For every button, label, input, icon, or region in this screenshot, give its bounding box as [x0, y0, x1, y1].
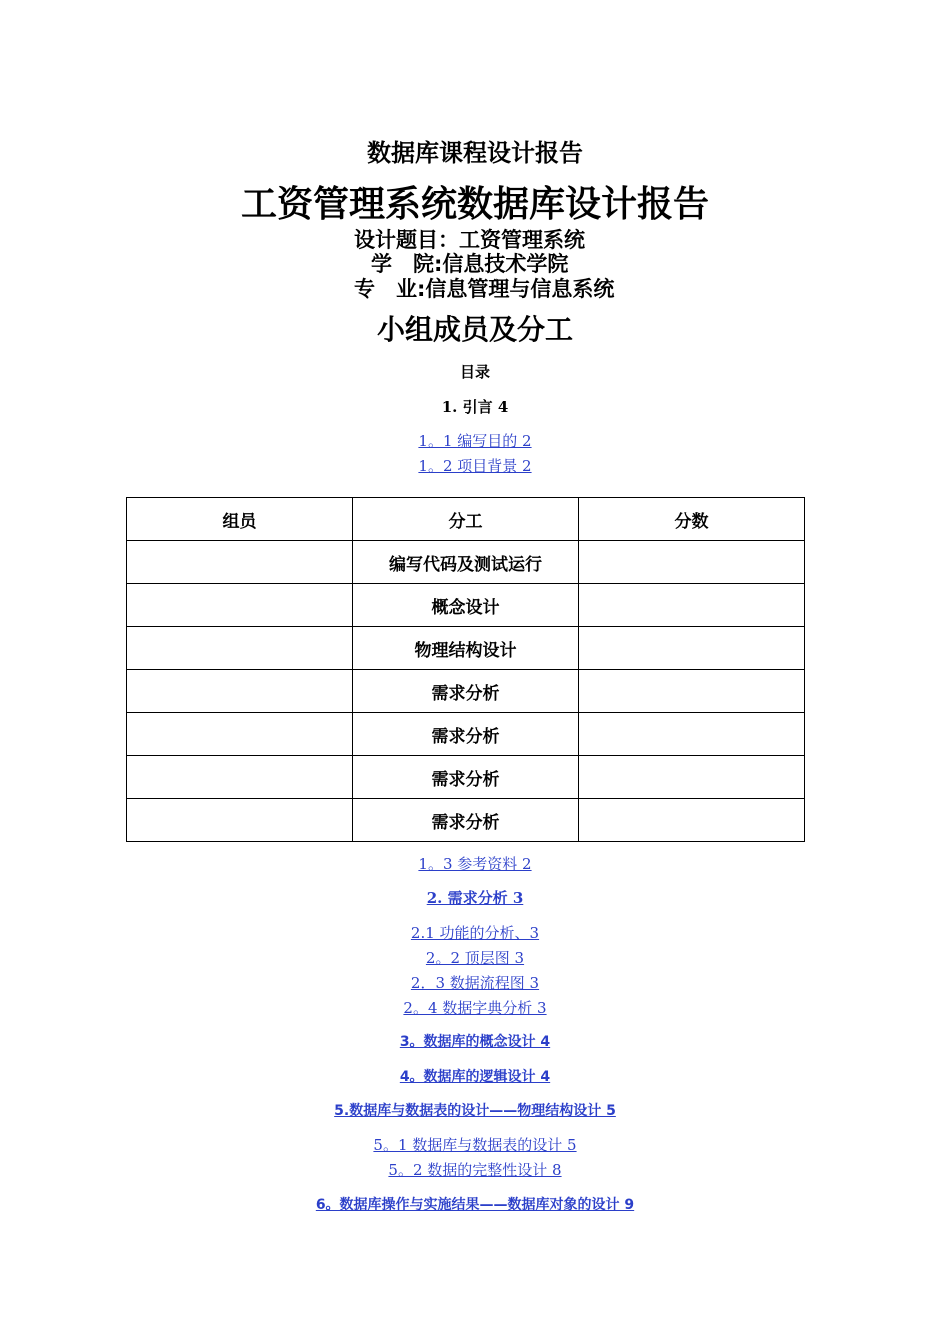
toc-link-section-6[interactable]: 6。数据库操作与实施结果——数据库对象的设计 9: [315, 1197, 635, 1213]
toc-link-section-3[interactable]: 3。数据库的概念设计 4: [399, 1034, 551, 1050]
toc-heading: 目录: [459, 363, 490, 381]
toc-item-2-3[interactable]: [0, 972, 950, 993]
score-cell: [579, 627, 805, 670]
toc-link-2-1[interactable]: 2.1 功能的分析、3: [410, 924, 540, 942]
toc-link-2-3[interactable]: 2．3 数据流程图 3: [410, 974, 540, 992]
toc-item-5-2[interactable]: [0, 1159, 950, 1180]
table-header-row: [127, 498, 805, 541]
toc-link-1-1[interactable]: 1。1 编写目的 2: [418, 432, 532, 450]
task-cell: 需求分析: [353, 799, 579, 842]
toc-section-4[interactable]: [0, 1066, 950, 1086]
toc-item-2-4[interactable]: [0, 997, 950, 1018]
toc-link-5-1[interactable]: 5。1 数据库与数据表的设计 5: [373, 1136, 577, 1154]
toc-item-1-3[interactable]: [0, 853, 950, 874]
header-member: 组员: [127, 498, 353, 541]
task-cell: 需求分析: [353, 756, 579, 799]
toc-item-2-2[interactable]: [0, 947, 950, 968]
toc-link-1-3[interactable]: 1。3 参考资料 2: [418, 855, 532, 873]
toc-link-5-2[interactable]: 5。2 数据的完整性设计 8: [388, 1161, 562, 1179]
toc-link-1-2[interactable]: 1。2 项目背景 2: [418, 457, 532, 475]
task-cell: 需求分析: [353, 713, 579, 756]
score-cell: [579, 756, 805, 799]
toc-item-1-2[interactable]: [0, 455, 950, 476]
toc-link-2-2[interactable]: 2。2 顶层图 3: [425, 949, 525, 967]
task-cell: 概念设计: [353, 584, 579, 627]
task-cell: 需求分析: [353, 670, 579, 713]
toc-item-2-1[interactable]: [0, 922, 950, 943]
member-cell: [127, 584, 353, 627]
toc-section-6[interactable]: [0, 1194, 950, 1214]
table-row: [127, 756, 805, 799]
score-cell: [579, 713, 805, 756]
member-cell: [127, 670, 353, 713]
section-title: 小组成员及分工: [376, 313, 573, 346]
member-cell: [127, 541, 353, 584]
table-row: [127, 799, 805, 842]
toc-section-2[interactable]: [0, 887, 950, 908]
college-line: 学 院:信息技术学院: [371, 252, 569, 276]
table-row: [127, 713, 805, 756]
score-cell: [579, 541, 805, 584]
design-topic-line: 设计题目：工资管理系统: [354, 228, 585, 252]
table-row: [127, 541, 805, 584]
member-cell: [127, 756, 353, 799]
toc-link-section-4[interactable]: 4。数据库的逻辑设计 4: [399, 1069, 551, 1085]
task-cell: 编写代码及测试运行: [353, 541, 579, 584]
score-cell: [579, 670, 805, 713]
member-assignment-table: [126, 497, 805, 842]
member-cell: [127, 799, 353, 842]
toc-section-3[interactable]: [0, 1031, 950, 1051]
table-row: [127, 670, 805, 713]
major-line: 专 业:信息管理与信息系统: [354, 277, 615, 301]
member-cell: [127, 713, 353, 756]
course-title: 数据库课程设计报告: [367, 139, 583, 167]
toc-item-1-1[interactable]: [0, 430, 950, 451]
toc-link-2-4[interactable]: 2。4 数据字典分析 3: [403, 999, 547, 1017]
member-cell: [127, 627, 353, 670]
main-title: 工资管理系统数据库设计报告: [240, 184, 709, 225]
score-cell: [579, 584, 805, 627]
table-row: [127, 584, 805, 627]
toc-link-section-5[interactable]: 5.数据库与数据表的设计——物理结构设计 5: [334, 1103, 616, 1119]
score-cell: [579, 799, 805, 842]
toc-section-1: 1. 引言 4: [441, 398, 509, 416]
header-task: 分工: [353, 498, 579, 541]
table-row: [127, 627, 805, 670]
header-score: 分数: [579, 498, 805, 541]
toc-section-5[interactable]: [0, 1100, 950, 1120]
task-cell: 物理结构设计: [353, 627, 579, 670]
toc-item-5-1[interactable]: [0, 1134, 950, 1155]
toc-link-section-2[interactable]: 2. 需求分析 3: [426, 889, 524, 907]
